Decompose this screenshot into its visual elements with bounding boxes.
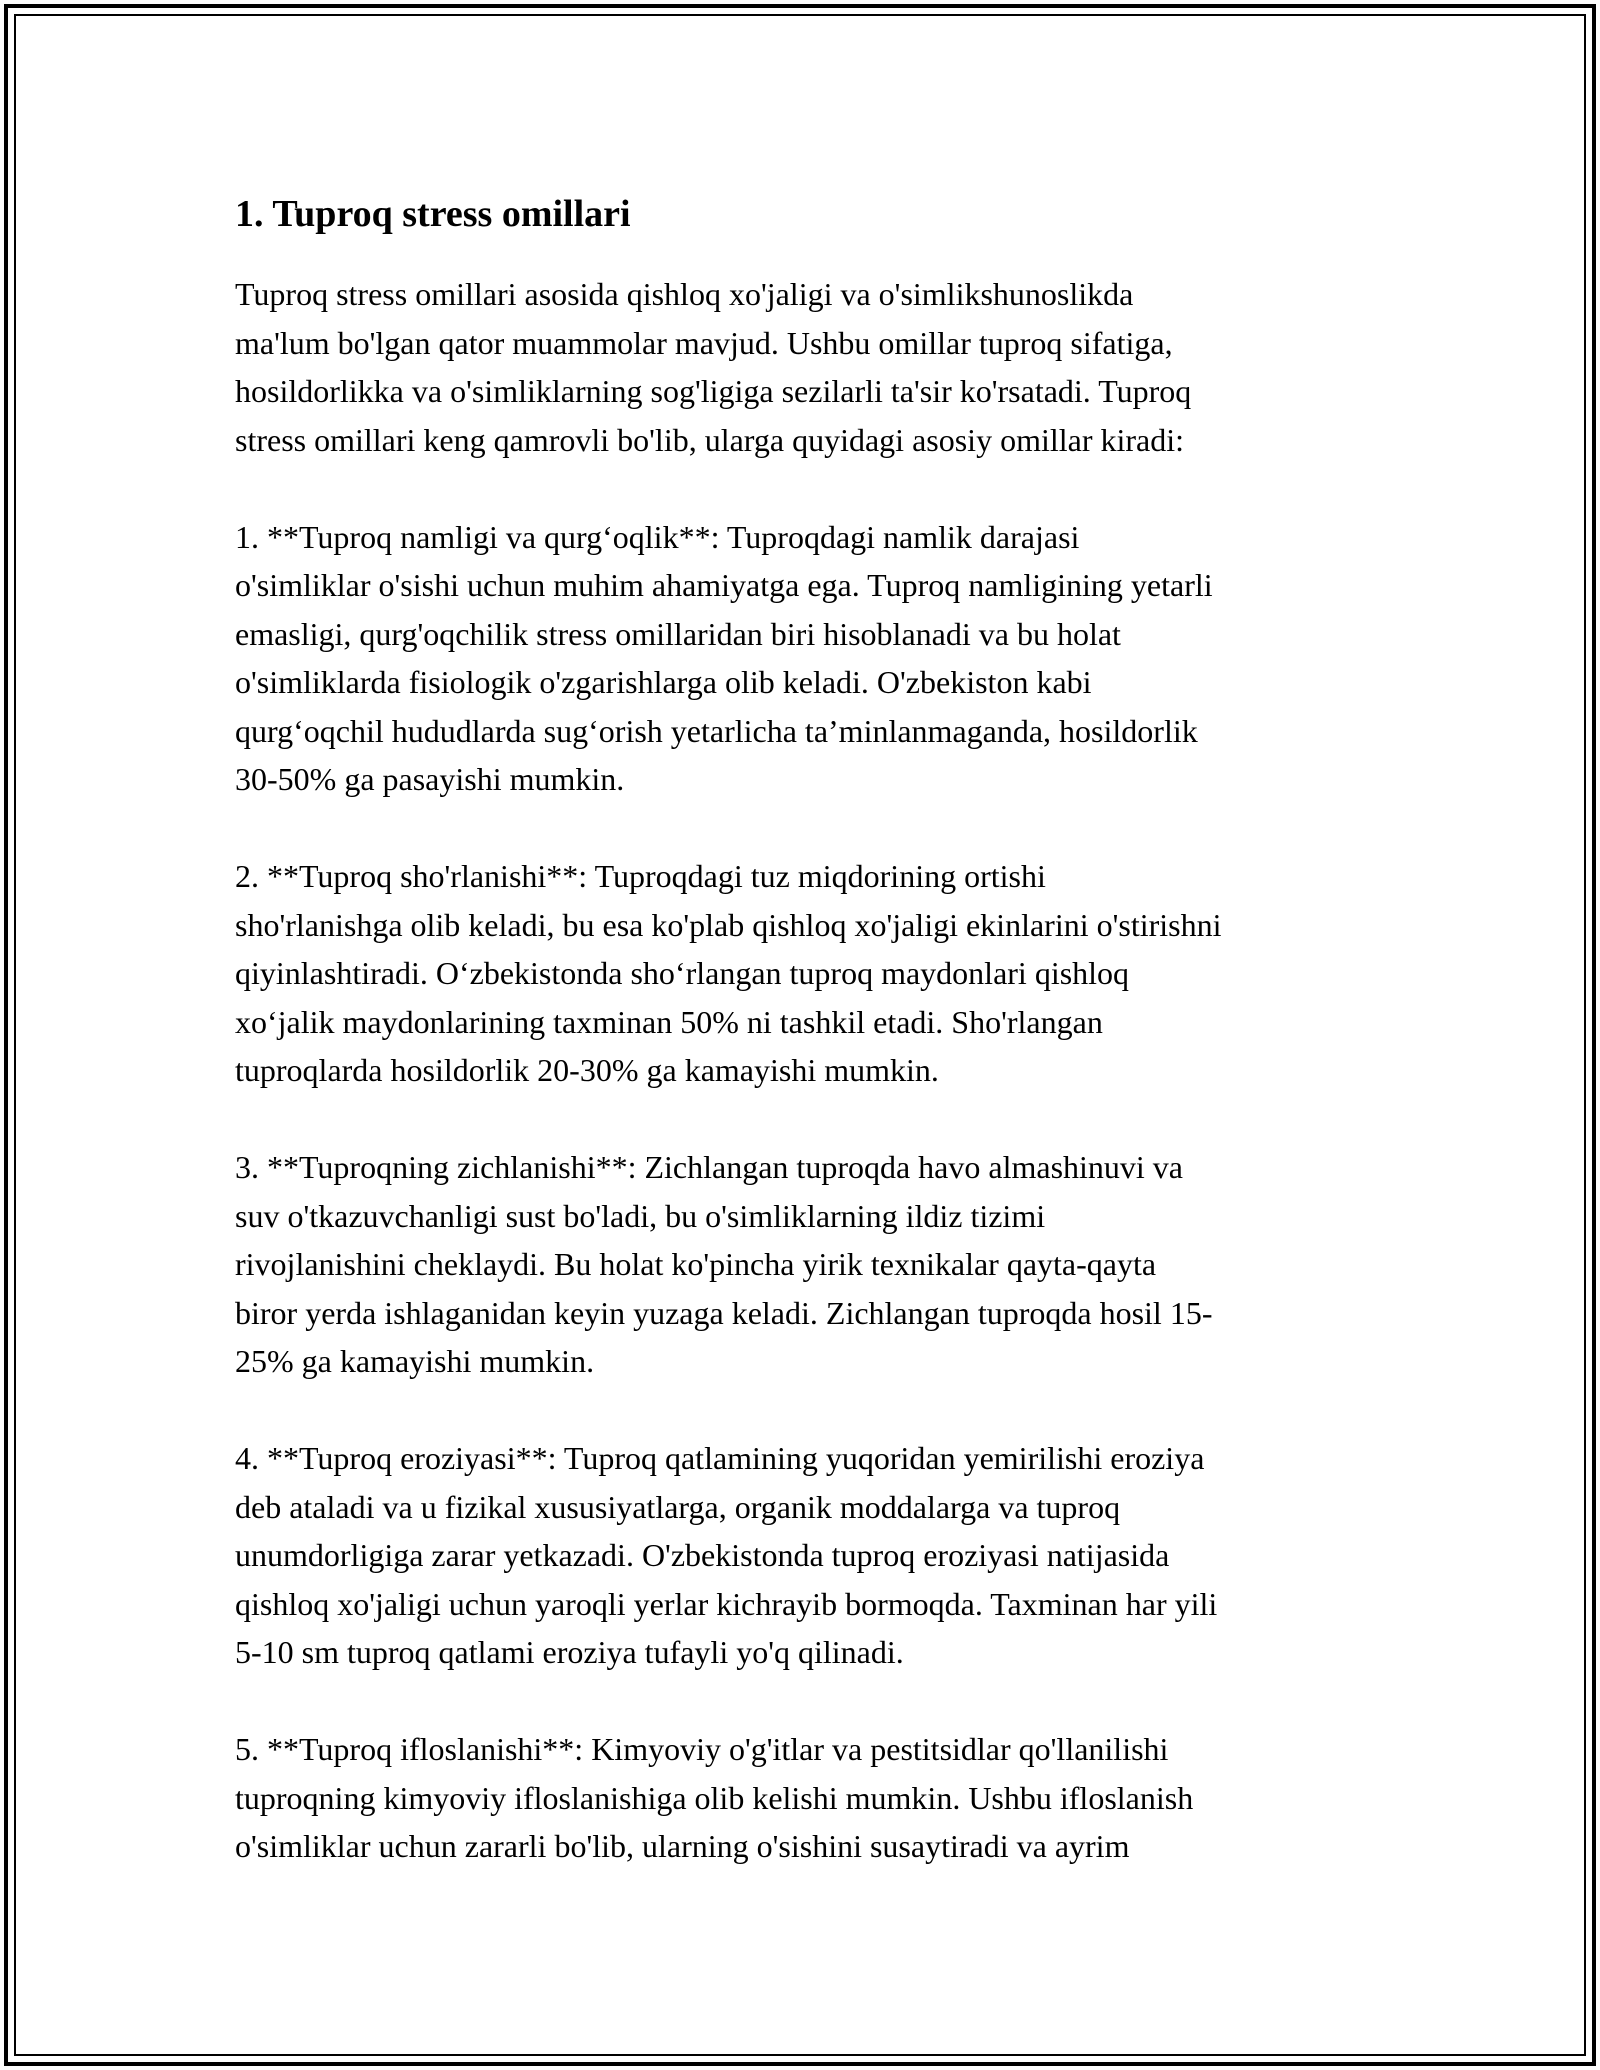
paragraph-soil-compaction: 3. **Tuproqning zichlanishi**: Zichlangan tuproqda havo almashinuvi va suv o'tkazuvchanligi sust bo'ladi, bu o'simliklarning ildiz tizimi rivojlanishini cheklaydi. Bu holat ko'pincha yirik texnikalar qayta-qayta biror yerda ishlaganidan keyin yuzaga keladi. Zichlangan tuproqda hosil 15- 25% ga kamayishi mumkin.	[235, 1149, 1213, 1379]
paragraph-soil-pollution: 5. **Tuproq ifloslanishi**: Kimyoviy o'g'itlar va pestitsidlar qo'llanilishi tuproqning kimyoviy ifloslanishiga olib kelishi mumkin. Ushbu ifloslanish o'simliklar uchun zararli bo'lib, ularning o'sishini susaytiradi va ayrim	[235, 1731, 1194, 1864]
section-heading: 1. Tuproq stress omillari	[235, 193, 631, 235]
document-body	[235, 190, 1365, 1919]
paragraph-soil-salinity: 2. **Tuproq sho'rlanishi**: Tuproqdagi tuz miqdorining ortishi sho'rlanishga olib keladi, bu esa ko'plab qishloq xo'jaligi ekinlarini o'stirishni qiyinlashtiradi. O‘zbekistonda sho‘rlangan tuproq maydonlari qishloq xo‘jalik maydonlarining taxminan 50% ni tashkil etadi. Sho'rlangan tuproqlarda hosildorlik 20-30% ga kamayishi mumkin.	[235, 858, 1222, 1088]
paragraph-soil-erosion: 4. **Tuproq eroziyasi**: Tuproq qatlamining yuqoridan yemirilishi eroziya deb ataladi va u fizikal xususiyatlarga, organik moddalarga va tuproq unumdorligiga zarar yetkazadi. O'zbekistonda tuproq eroziyasi natijasida qishloq xo'jaligi uchun yaroqli yerlar kichrayib bormoqda. Taxminan har yili 5-10 sm tuproq qatlami eroziya tufayli yo'q qilinadi.	[235, 1440, 1218, 1670]
paragraph-soil-moisture: 1. **Tuproq namligi va qurg‘oqlik**: Tuproqdagi namlik darajasi o'simliklar o'sishi uchun muhim ahamiyatga ega. Tuproq namligining yetarli emasligi, qurg'oqchilik stress omillaridan biri hisoblanadi va bu holat o'simliklarda fisiologik o'zgarishlarga olib keladi. O'zbekiston kabi qurg‘oqchil hududlarda sug‘orish yetarlicha ta’minlanmaganda, hosildorlik 30-50% ga pasayishi mumkin.	[235, 518, 1213, 797]
intro-paragraph: Tuproq stress omillari asosida qishloq xo'jaligi va o'simlikshunoslikda ma'lum bo'lgan qator muammolar mavjud. Ushbu omillar tuproq sifatiga, hosildorlikka va o'simliklarning sog'ligiga sezilarli ta'sir ko'rsatadi. Tuproq stress omillari keng qamrovli bo'lib, ularga quyidagi asosiy omillar kiradi:	[235, 276, 1192, 458]
